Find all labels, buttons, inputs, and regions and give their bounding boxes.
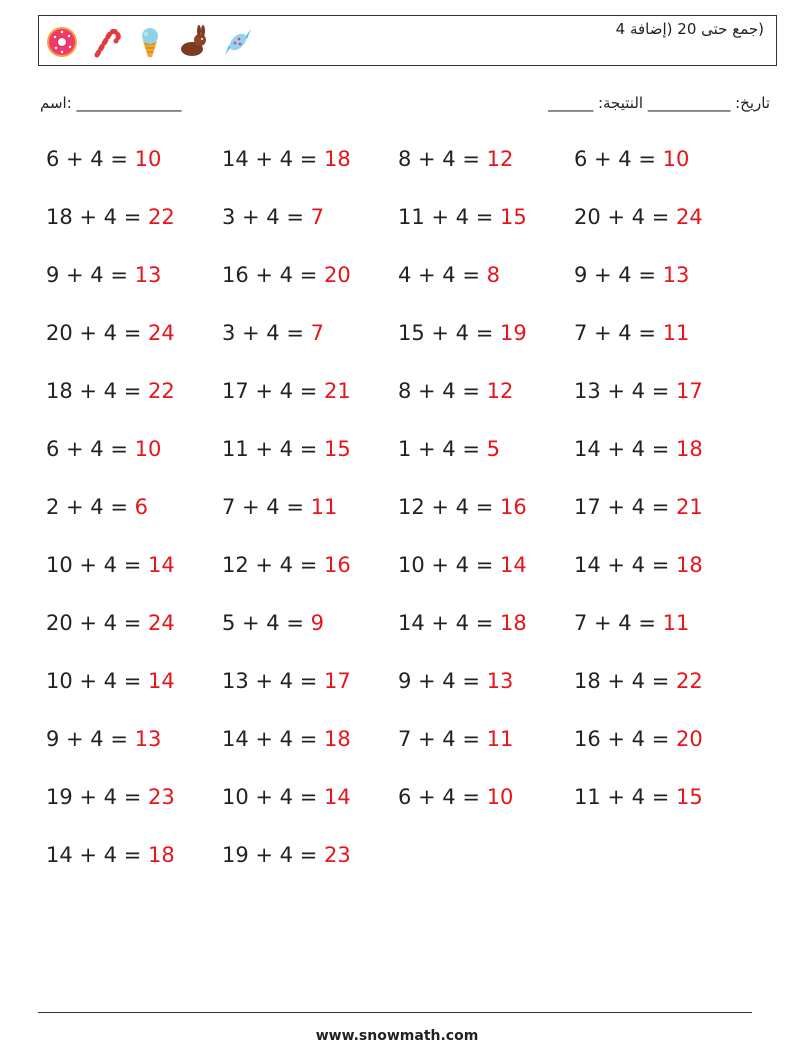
problem-question: 16 + 4 = [574,727,676,751]
problem-question: 11 + 4 = [574,785,676,809]
problem-answer: 10 [662,147,690,171]
problem-question: 9 + 4 = [46,263,135,287]
problem-answer: 18 [323,727,351,751]
problem-item [46,263,161,287]
problem-question: 16 + 4 = [222,263,324,287]
problem-question: 14 + 4 = [574,553,676,577]
problem-answer: 20 [323,263,351,287]
problem-question: 10 + 4 = [222,785,324,809]
problem-answer: 10 [486,785,514,809]
problem-question: 14 + 4 = [222,147,324,171]
problem-item [574,495,703,519]
problem-question: 6 + 4 = [574,147,663,171]
problem-answer: 24 [147,321,175,345]
problem-item [398,205,527,229]
problem-answer: 15 [323,437,351,461]
problem-answer: 14 [499,553,527,577]
problem-item [222,611,324,635]
problem-question: 17 + 4 = [574,495,676,519]
problem-question: 18 + 4 = [46,205,148,229]
footer-divider [38,1012,752,1013]
problem-item [222,147,351,171]
problem-question: 7 + 4 = [398,727,487,751]
problem-item [398,611,527,635]
problem-question: 20 + 4 = [46,611,148,635]
problem-item [46,553,175,577]
problem-question: 9 + 4 = [46,727,135,751]
problem-item [222,437,351,461]
problem-question: 14 + 4 = [46,843,148,867]
problem-answer: 14 [147,553,175,577]
problem-question: 7 + 4 = [222,495,311,519]
problem-item [398,379,513,403]
problem-question: 12 + 4 = [398,495,500,519]
problem-answer: 11 [310,495,338,519]
problem-answer: 10 [134,147,162,171]
problem-answer: 15 [675,785,703,809]
worksheet-title: (جمع حتى 20 (إضافة 4 [615,20,764,38]
problem-question: 6 + 4 = [46,147,135,171]
problem-answer: 17 [323,669,351,693]
problem-answer: 7 [310,205,324,229]
problem-answer: 23 [147,785,175,809]
problem-answer: 8 [486,263,500,287]
problem-item [574,147,689,171]
problem-question: 9 + 4 = [398,669,487,693]
problem-question: 10 + 4 = [46,669,148,693]
problem-answer: 22 [147,379,175,403]
problem-question: 12 + 4 = [222,553,324,577]
problem-item [574,611,689,635]
problem-question: 18 + 4 = [46,379,148,403]
problem-item [398,147,513,171]
problem-question: 13 + 4 = [222,669,324,693]
problem-answer: 14 [323,785,351,809]
problem-question: 3 + 4 = [222,321,311,345]
problem-question: 1 + 4 = [398,437,487,461]
problem-answer: 6 [134,495,148,519]
problem-item [46,321,175,345]
problem-item [398,727,513,751]
problem-answer: 24 [147,611,175,635]
problem-item [574,669,703,693]
problem-question: 6 + 4 = [46,437,135,461]
problem-item [46,669,175,693]
problem-question: 10 + 4 = [398,553,500,577]
problem-answer: 18 [323,147,351,171]
problem-question: 20 + 4 = [46,321,148,345]
problem-item [574,785,703,809]
problem-item [222,321,324,345]
problem-question: 13 + 4 = [574,379,676,403]
problem-item [398,263,500,287]
problem-answer: 13 [134,263,162,287]
problem-question: 7 + 4 = [574,321,663,345]
problem-item [46,437,161,461]
problem-answer: 19 [499,321,527,345]
problem-answer: 11 [662,611,690,635]
problem-answer: 21 [323,379,351,403]
problem-item [222,205,324,229]
problem-question: 19 + 4 = [46,785,148,809]
problem-item [398,495,527,519]
problem-item [46,379,175,403]
problem-question: 11 + 4 = [398,205,500,229]
problem-item [222,843,351,867]
problem-answer: 18 [499,611,527,635]
problem-question: 7 + 4 = [574,611,663,635]
problem-question: 4 + 4 = [398,263,487,287]
problem-answer: 21 [675,495,703,519]
problem-answer: 22 [147,205,175,229]
problem-question: 14 + 4 = [574,437,676,461]
problem-answer: 11 [662,321,690,345]
problem-answer: 14 [147,669,175,693]
problem-answer: 12 [486,379,514,403]
problem-item [46,147,161,171]
problem-item [398,669,513,693]
problem-item [222,785,351,809]
problem-item [574,437,703,461]
problem-answer: 7 [310,321,324,345]
problem-item [398,785,513,809]
problem-question: 11 + 4 = [222,437,324,461]
problem-answer: 24 [675,205,703,229]
problem-question: 17 + 4 = [222,379,324,403]
problem-item [222,727,351,751]
problem-question: 19 + 4 = [222,843,324,867]
problem-answer: 12 [486,147,514,171]
problem-item [574,205,703,229]
problem-answer: 13 [662,263,690,287]
problem-item [46,205,175,229]
problem-answer: 13 [486,669,514,693]
problem-item [222,495,337,519]
problem-question: 20 + 4 = [574,205,676,229]
problem-item [574,553,703,577]
problem-item [398,437,500,461]
problem-answer: 11 [486,727,514,751]
problem-item [46,785,175,809]
problem-question: 8 + 4 = [398,147,487,171]
problem-item [574,379,703,403]
problem-item [222,263,351,287]
problem-question: 8 + 4 = [398,379,487,403]
problem-answer: 13 [134,727,162,751]
problem-question: 2 + 4 = [46,495,135,519]
problem-answer: 18 [147,843,175,867]
problem-question: 10 + 4 = [46,553,148,577]
problem-item [398,321,527,345]
problem-item [574,321,689,345]
problem-question: 15 + 4 = [398,321,500,345]
problem-answer: 22 [675,669,703,693]
problem-answer: 16 [499,495,527,519]
date-score-field-label: ______ :تاريخ: ___________ النتيجة [548,94,770,112]
problem-answer: 5 [486,437,500,461]
problem-answer: 9 [310,611,324,635]
problem-question: 14 + 4 = [222,727,324,751]
problem-question: 5 + 4 = [222,611,311,635]
problem-answer: 10 [134,437,162,461]
problem-question: 6 + 4 = [398,785,487,809]
problem-item [222,669,351,693]
problem-answer: 17 [675,379,703,403]
name-field-label: اسم: ______________ [40,94,182,112]
problem-answer: 20 [675,727,703,751]
problem-item [222,379,351,403]
problem-item [398,553,527,577]
problem-item [574,727,703,751]
footer-site: www.snowmath.com [315,1028,479,1044]
problem-answer: 23 [323,843,351,867]
problem-item [46,843,175,867]
problem-question: 9 + 4 = [574,263,663,287]
problem-answer: 18 [675,437,703,461]
problem-item [46,611,175,635]
problem-item [222,553,351,577]
problem-answer: 16 [323,553,351,577]
problem-item [574,263,689,287]
problem-item [46,727,161,751]
problem-question: 3 + 4 = [222,205,311,229]
problem-question: 14 + 4 = [398,611,500,635]
problem-question: 18 + 4 = [574,669,676,693]
problem-answer: 18 [675,553,703,577]
problem-item [46,495,148,519]
problem-answer: 15 [499,205,527,229]
